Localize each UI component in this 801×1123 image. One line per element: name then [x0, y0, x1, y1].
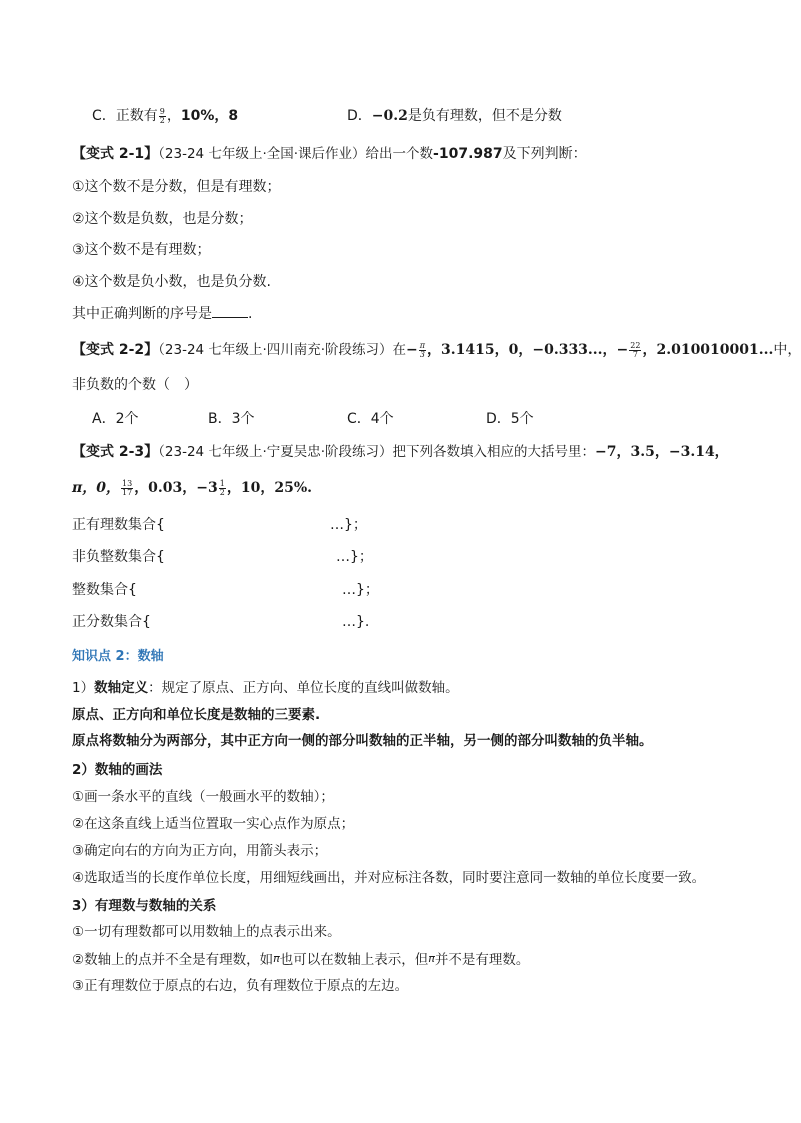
variant-2-3-numbers: π，0， $\frac{13}{17}$ ，0.03，−3 $\frac{1}{2}$ ，10，25%.	[72, 478, 313, 497]
option-a[interactable]: A．2个	[92, 411, 139, 427]
half-axes: 原点将数轴分为两部分，其中正方向一侧的部分叫数轴的正半轴，另一侧的部分叫数轴的负半轴。	[72, 733, 653, 749]
given-number: -107.987	[433, 146, 503, 162]
answer-blank[interactable]	[212, 303, 248, 318]
step-3: ③确定向右的方向为正方向，用箭头表示；	[72, 843, 328, 859]
option-d-number: −0.2	[371, 108, 408, 124]
option-d-text: 是负有理数，但不是分数	[407, 108, 562, 124]
option-b[interactable]: B．3个	[208, 411, 255, 427]
relation-2: ②数轴上的点并不全是有理数，如π也可以在数轴上表示，但π并不是有理数。	[72, 952, 530, 968]
option-c-label: C．	[92, 108, 116, 124]
fraction-nine-halves: $\frac{9}{2}$	[159, 106, 165, 125]
step-4: ④选取适当的长度作单位长度，用细短线画出，并对应标注各数，同时要注意同一数轴的单位长度要一致。	[72, 870, 706, 886]
variant-2-2-stem: 【变式 2-2】（23-24 七年级上·四川南充·阶段练习）在− $\frac{\pi}{3}$ ，3.1415，0，−0.333...，− $\frac{22}{7}$ ，2.010010001...中，	[72, 340, 801, 359]
three-elements: 原点、正方向和单位长度是数轴的三要素.	[72, 707, 321, 723]
pi-symbol: π	[273, 952, 280, 965]
variant-tag: 【变式 2-2】	[72, 342, 159, 358]
fraction-one-half: $\frac{1}{2}$	[219, 478, 225, 497]
number-line-definition: 1）数轴定义：规定了原点、正方向、单位长度的直线叫做数轴。	[72, 680, 459, 696]
variant-source: （23-24 七年级上·四川南充·阶段练习）在	[158, 342, 407, 358]
option-c[interactable]: C．4个	[347, 411, 394, 427]
option-d[interactable]: D．5个	[486, 411, 534, 427]
number-list: ，3.1415，0，−0.333...，−	[427, 342, 629, 358]
judgement-1: ①这个数不是分数，但是有理数；	[72, 179, 281, 195]
step-2: ②在这条直线上适当位置取一实心点作为原点；	[72, 816, 355, 832]
option-c-values: 10%，8	[180, 108, 239, 124]
section-heading: 知识点 2：数轴	[72, 649, 164, 664]
option-d-label: D．	[347, 108, 372, 124]
set-positive-rational[interactable]: 正有理数集合{ …}；	[72, 517, 367, 533]
subheading-relation: 3）有理数与数轴的关系	[72, 898, 217, 914]
variant-source: （23-24 七年级上·全国·课后作业）给出一个数	[158, 146, 434, 162]
set-nonnegative-integer[interactable]: 非负整数集合{ …}；	[72, 549, 373, 565]
set-integer[interactable]: 整数集合{ …}；	[72, 582, 379, 598]
relation-3: ③正有理数位于原点的右边，负有理数位于原点的左边。	[72, 978, 409, 994]
pi-symbol: π	[428, 952, 435, 965]
judgement-2: ②这个数是负数，也是分数；	[72, 211, 253, 227]
subheading-drawing: 2）数轴的画法	[72, 762, 163, 778]
fraction-22-7: $\frac{22}{7}$	[630, 340, 641, 359]
relation-1: ①一切有理数都可以用数轴上的点表示出来。	[72, 924, 341, 940]
variant-tag: 【变式 2-1】	[72, 146, 159, 162]
fraction-13-17: $\frac{13}{17}$	[122, 478, 133, 497]
variant-2-2-question: 非负数的个数（ ）	[72, 377, 198, 393]
option-d	[347, 106, 562, 126]
variant-2-1-question: 其中正确判断的序号是 .	[72, 303, 252, 324]
variant-tag: 【变式 2-3】	[72, 444, 159, 460]
variant-source: （23-24 七年级上·宁夏吴忠·阶段练习）把下列各数填入相应的大括号里：	[158, 444, 596, 460]
option-c: C．正数有 $\frac{9}{2}$ ，10%，8	[92, 106, 239, 125]
step-1: ①画一条水平的直线（一般画水平的数轴）；	[72, 789, 334, 805]
set-positive-fraction[interactable]: 正分数集合{ …}.	[72, 614, 370, 630]
variant-2-3-stem	[72, 442, 729, 462]
variant-2-1-stem: 【变式 2-1】（23-24 七年级上·全国·课后作业）给出一个数-107.987及下列判断：	[72, 146, 587, 162]
judgement-4: ④这个数是负小数，也是负分数.	[72, 274, 272, 290]
fraction-pi-thirds: $\frac{\pi}{3}$	[419, 340, 426, 359]
number-list: −7，3.5，−3.14，	[595, 444, 729, 460]
option-c-text: 正数有	[115, 108, 158, 124]
judgement-3: ③这个数不是有理数；	[72, 242, 211, 258]
